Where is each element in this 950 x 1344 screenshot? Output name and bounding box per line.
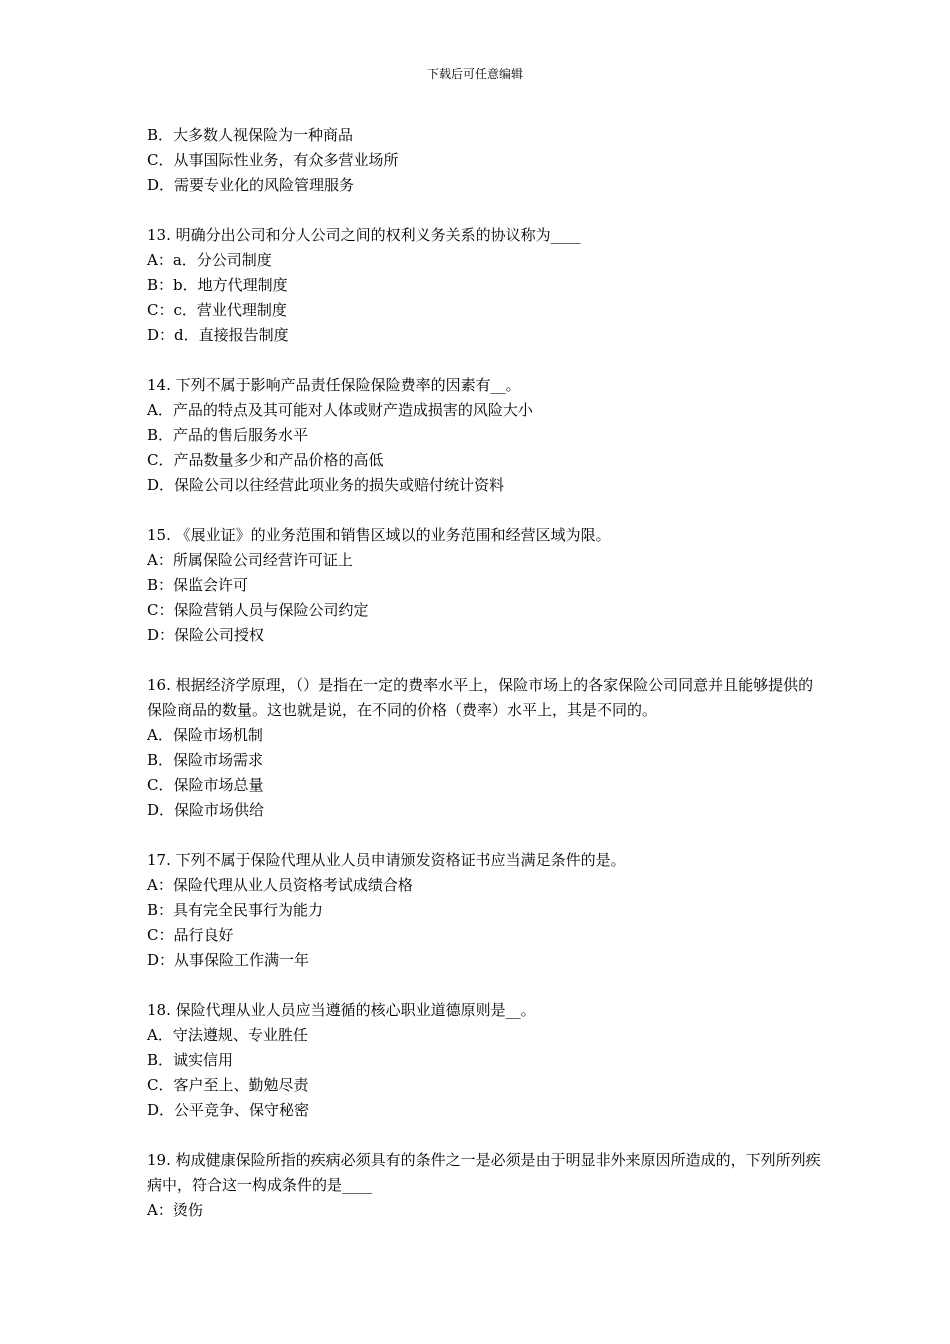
option-line: C．从事国际性业务，有众多营业场所 — [147, 151, 399, 169]
question-13: 13. 明确分出公司和分人公司之间的权利义务关系的协议称为____ — [147, 226, 581, 244]
option-line: C：保险营销人员与保险公司约定 — [147, 601, 369, 619]
spacer — [147, 648, 827, 673]
option-line: C：品行良好 — [147, 926, 234, 944]
spacer — [147, 348, 827, 373]
option-line: C．产品数量多少和产品价格的高低 — [147, 451, 384, 469]
option-line: D．需要专业化的风险管理服务 — [147, 176, 355, 194]
question-19: 19. 构成健康保险所指的疾病必须具有的条件之一是必须是由于明显非外来原因所造成的，下列所列疾病中，符合这一构成条件的是____ — [147, 1151, 821, 1194]
option-line: A：保险代理从业人员资格考试成绩合格 — [147, 876, 413, 894]
option-line: A．守法遵规、专业胜任 — [147, 1026, 308, 1044]
option-line: B．保险市场需求 — [147, 751, 264, 769]
option-line: A：a．分公司制度 — [147, 251, 272, 269]
spacer — [147, 198, 827, 223]
option-line: C．客户至上、勤勉尽责 — [147, 1076, 309, 1094]
option-line: A．产品的特点及其可能对人体或财产造成损害的风险大小 — [147, 401, 533, 419]
question-18: 18. 保险代理从业人员应当遵循的核心职业道德原则是__。 — [147, 1001, 536, 1019]
option-line: B：b．地方代理制度 — [147, 276, 288, 294]
option-line: D：从事保险工作满一年 — [147, 951, 310, 969]
option-line: D：d．直接报告制度 — [147, 326, 289, 344]
option-line: A：所属保险公司经营许可证上 — [147, 551, 353, 569]
option-line: C：c．营业代理制度 — [147, 301, 287, 319]
option-line: A．保险市场机制 — [147, 726, 263, 744]
spacer — [147, 973, 827, 998]
spacer — [147, 823, 827, 848]
question-14: 14. 下列不属于影响产品责任保险保险费率的因素有__。 — [147, 376, 521, 394]
question-17: 17. 下列不属于保险代理从业人员申请颁发资格证书应当满足条件的是。 — [147, 851, 626, 869]
question-16: 16. 根据经济学原理，（）是指在一定的费率水平上，保险市场上的各家保险公司同意并且能够提供的保险商品的数量。这也就是说，在不同的价格（费率）水平上，其是不同的。 — [147, 676, 814, 719]
option-line: B．产品的售后服务水平 — [147, 426, 309, 444]
option-line: A：烫伤 — [147, 1201, 203, 1219]
option-line: D：保险公司授权 — [147, 626, 265, 644]
question-15: 15. 《展业证》的业务范围和销售区域以的业务范围和经营区域为限。 — [147, 526, 611, 544]
option-line: B．大多数人视保险为一种商品 — [147, 126, 354, 144]
option-line: C．保险市场总量 — [147, 776, 264, 794]
option-line: D．公平竞争、保守秘密 — [147, 1101, 310, 1119]
spacer — [147, 498, 827, 523]
page-header: 下载后可任意编辑 — [426, 67, 523, 81]
option-line: D．保险市场供给 — [147, 801, 265, 819]
option-line: B．诚实信用 — [147, 1051, 234, 1069]
question-list — [147, 123, 827, 1223]
option-line: B：具有完全民事行为能力 — [147, 901, 324, 919]
spacer — [147, 1123, 827, 1148]
option-line: B：保监会许可 — [147, 576, 249, 594]
option-line: D．保险公司以往经营此项业务的损失或赔付统计资料 — [147, 476, 505, 494]
